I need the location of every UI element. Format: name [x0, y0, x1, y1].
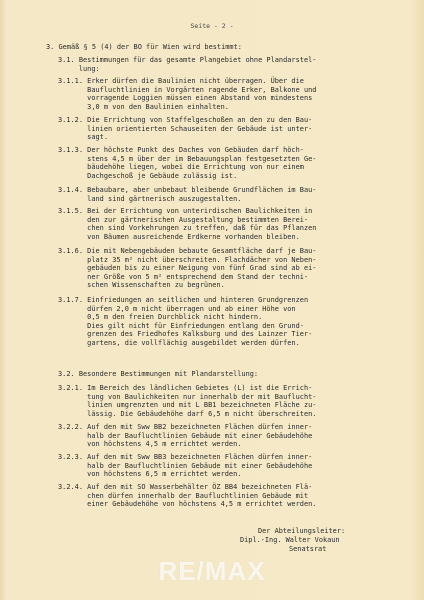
section-3-1-2-line: 3.1.2. Die Errichtung von Staffelgeschoßen an den zu den Bau-	[58, 116, 313, 124]
section-3-1-6-line: platz 35 m² nicht überschreiten. Flachdächer von Neben-	[58, 255, 317, 264]
section-3-2-1-line: linien umgrenzten und mit L BB1 bezeichneten Fläche zu-	[58, 401, 317, 410]
section-3-1-4-line: 3.1.4. Bebaubare, aber unbebaut bleibende Grundflächen im Bau-	[58, 186, 317, 194]
section-3-1-3-line: 3.1.3. Der höchste Punkt des Daches von Gebäuden darf höch-	[58, 146, 304, 154]
section-3-1-7-line: gartens, die vollflächig ausgebildet werden dürfen.	[58, 339, 300, 347]
section-3-2-4-line: 3.2.4. Auf den mit SO Wasserbehälter ÖZ BB4 bezeichneten Flä-	[58, 483, 313, 491]
section-3-1-1-line: 3.1.1. Erker dürfen die Baulinien nicht überragen. Über die	[58, 77, 304, 85]
section-3-2-1-line: 3.2.1. Im Bereich des ländlichen Gebietes (L) ist die Errich-	[58, 384, 313, 392]
section-3-1-2-line: linien orientierten Schauseiten der Gebäude ist unter-	[58, 124, 313, 133]
section-3-1-1-line: 3,0 m von den Baulinien einhalten.	[58, 102, 229, 111]
section-3-1-1-line: vorragende Loggien müssen einen Abstand von mindestens	[58, 94, 313, 103]
section-3-2-1-line: tung von Baulichkeiten nur innerhalb der mit Bauflucht-	[58, 392, 317, 401]
signature-title: Der Abteilungsleiter:	[258, 527, 346, 535]
section-3-2-2-line: 3.2.2. Auf den mit Sww BB2 bezeichneten Flächen dürfen inner-	[58, 423, 313, 431]
section-3-2-3-line: halb der Baufluchtlinien Gebäude mit einer Gebäudehöhe	[58, 461, 313, 470]
section-3-1-1-line: Baufluchtlinien in Vorgärten ragende Erker, Balkone und	[58, 85, 317, 94]
section-3-1-6-line: schen Wissenschaften zu begrünen.	[58, 281, 225, 290]
section-3-1-5-line: 3.1.5. Bei der Errichtung von unterirdischen Baulichkeiten in	[58, 207, 313, 215]
section-3-1-7-line: Dies gilt nicht für Einfriedungen entlang den Grund-	[58, 321, 304, 330]
section-3-1-7-line: 3.1.7. Einfriedungen an seitlichen und hinteren Grundgrenzen	[58, 296, 309, 304]
intro-line: 3. Gemäß § 5 (4) der BO für Wien wird bestimmt:	[46, 43, 242, 51]
section-3-1-6-line: 3.1.6. Die mit Nebengebäuden bebaute Gesamtfläche darf je Bau-	[58, 247, 317, 255]
section-3-1-3-line: bäudehöhe liegen, wobei die Errichtung von nur einem	[58, 163, 304, 172]
signature-name: Dipl.-Ing. Walter Vokaun	[240, 536, 340, 544]
section-3-2-1-line: lässig. Die Gebäudehöhe darf 6,5 m nicht überschreiten.	[58, 409, 317, 418]
section-3-2-heading: 3.2. Besondere Bestimmungen mit Plandarstellung:	[58, 370, 259, 378]
section-3-2-3-line: von höchstens 6,5 m errichtet werden.	[58, 470, 242, 479]
section-3-1-7-line: dürfen 2,0 m nicht überragen und ab einer Höhe von	[58, 304, 296, 313]
section-3-1-heading-line: 3.1. Bestimmungen für das gesamte Plangebiet ohne Plandarstel-	[58, 56, 317, 64]
section-3-1-7-line: 0,5 m den freien Durchblick nicht hindern.	[58, 313, 263, 322]
section-3-1-3-line: stens 4,5 m über der im Bebauungsplan festgesetzten Ge-	[58, 154, 317, 163]
section-3-2-3-line: 3.2.3. Auf den mit Sww BB3 bezeichneten Flächen dürfen inner-	[58, 453, 313, 461]
page-number: Seite - 2 -	[190, 22, 234, 30]
signature-rank: Senatsrat	[289, 545, 327, 553]
section-3-1-7-line: grenzen des Friedhofes Kalksburg und des Lainzer Tier-	[58, 330, 313, 339]
remax-watermark-logo: RE/MAX	[158, 556, 266, 586]
section-3-1-heading-line: lung:	[58, 64, 100, 73]
section-3-2-4-line: einer Gebäudehöhe von höchstens 4,5 m errichtet werden.	[58, 500, 317, 509]
section-3-1-6-line: ner Größe von 5 m² entsprechend dem Stand der techni-	[58, 272, 309, 281]
section-3-1-4-line: land sind gärtnerisch auszugestalten.	[58, 194, 242, 203]
section-3-1-5-line: chen sind Vorkehrungen zu treffen, daß für das Pflanzen	[58, 224, 317, 233]
section-3-2-4-line: chen dürfen innerhalb der Baufluchtlinien Gebäude mit	[58, 491, 309, 500]
section-3-1-2-line: sagt.	[58, 133, 109, 142]
section-3-2-2-line: von höchstens 4,5 m errichtet werden.	[58, 440, 242, 449]
section-3-1-5-line: den zur gärtnerischen Ausgestaltung bestimmten Berei-	[58, 215, 309, 224]
section-3-2-2-line: halb der Baufluchtlinien Gebäude mit einer Gebäudehöhe	[58, 431, 313, 440]
section-3-1-3-line: Dachgeschoß je Gebäude zulässig ist.	[58, 171, 238, 180]
section-3-1-5-line: von Bäumen ausreichende Erdkerne vorhanden bleiben.	[58, 232, 300, 241]
section-3-1-6-line: gebäuden bis zu einer Neigung von fünf Grad sind ab ei-	[58, 264, 317, 273]
